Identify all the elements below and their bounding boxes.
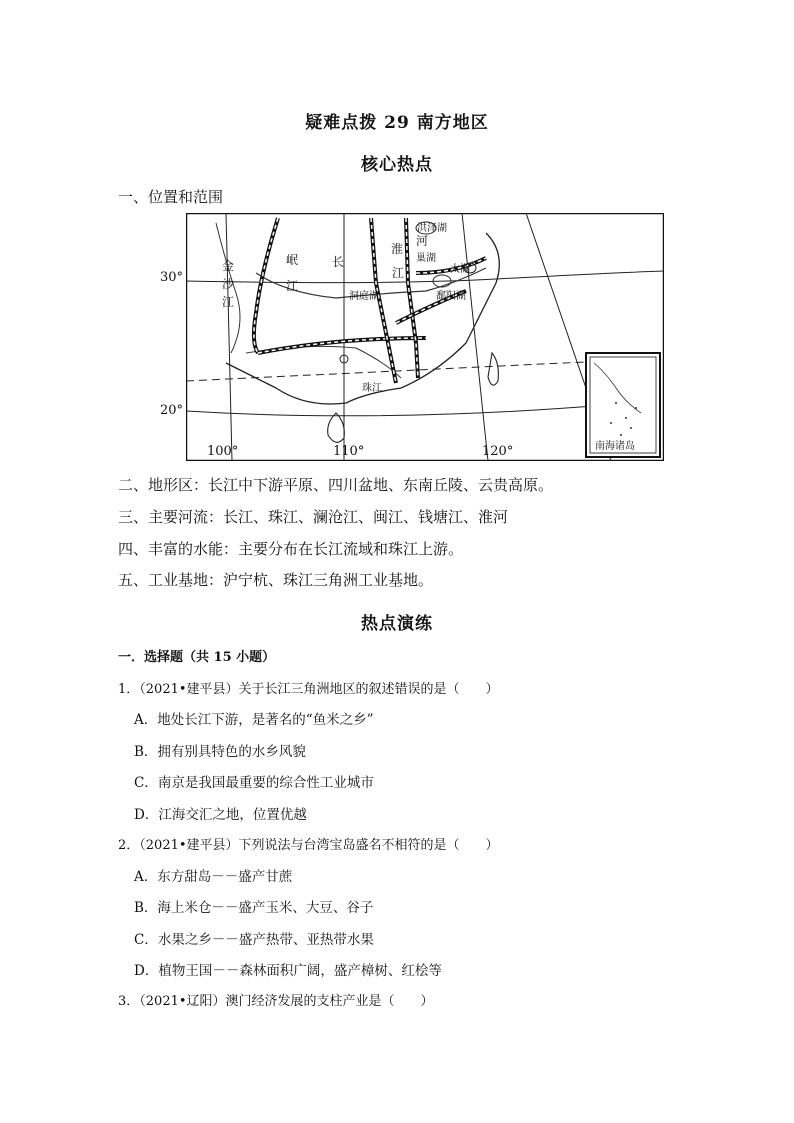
question-3: 3．（2021•辽阳）澳门经济发展的支柱产业是（ ） — [118, 994, 434, 1009]
lon-100-label: 100° — [207, 444, 239, 459]
core-item-hydropower: 四、丰富的水能：主要分布在长江流域和珠江上游。 — [118, 540, 464, 558]
question-1-option-c: C．南京是我国最重要的综合性工业城市 — [134, 775, 374, 791]
question-1-option-b: B．拥有别具特色的水乡风貌 — [134, 744, 306, 760]
question-2-option-b: B．海上米仓－－盛产玉米、大豆、谷子 — [134, 900, 374, 916]
lon-110-label: 110° — [333, 444, 365, 459]
lat-30-label: 30° — [160, 270, 184, 285]
label-taihu: 太湖 — [450, 264, 470, 275]
label-huai: 淮 — [391, 242, 404, 256]
core-item-location: 一、位置和范围 — [118, 188, 224, 206]
question-2-option-c: C．水果之乡－－盛产热带、亚热带水果 — [134, 932, 374, 948]
question-2-option-a: A．东方甜岛－－盛产甘蔗 — [134, 869, 293, 885]
label-he: 河 — [416, 234, 429, 248]
label-poyang: 鄱阳湖 — [436, 291, 466, 302]
question-1-option-d: D．江海交汇之地，位置优越 — [134, 807, 307, 823]
core-heading: 核心热点 — [361, 155, 433, 175]
label-jiang-left: 江 — [222, 295, 235, 309]
drill-heading: 热点演练 — [361, 614, 433, 634]
core-item-landforms: 二、地形区：长江中下游平原、四川盆地、东南丘陵、云贵高原。 — [118, 476, 554, 494]
label-dongting: 洞庭湖 — [349, 291, 379, 302]
question-1-option-a: A．地处长江下游，是著名的“鱼米之乡” — [134, 712, 374, 728]
label-sha: 沙 — [222, 277, 235, 291]
question-2: 2．（2021•建平县）下列说法与台湾宝岛盛名不相符的是（ ） — [118, 838, 499, 853]
question-1: 1．（2021•建平县）关于长江三角洲地区的叙述错误的是（ ） — [118, 682, 499, 697]
label-hongze: 洪泽湖 — [417, 223, 447, 234]
inset-label: 南海诸岛 — [595, 441, 635, 452]
label-min-jiang: 江 — [286, 279, 299, 293]
section-heading: 一．选择题（共 15 小题） — [118, 650, 276, 665]
south-china-map — [186, 213, 664, 461]
label-min: 岷 — [286, 253, 299, 267]
question-2-option-d: D．植物王国－－森林面积广阔，盛产樟树、红桧等 — [134, 963, 442, 979]
label-zhujiang: 珠江 — [362, 383, 382, 394]
lon-120-label: 120° — [482, 444, 514, 459]
label-chang: 长 — [332, 255, 345, 269]
page-title: 疑难点拨 29 南方地区 — [305, 113, 489, 133]
label-chang-jiang: 江 — [392, 266, 405, 280]
core-item-industry: 五、工业基地：沪宁杭、珠江三角洲工业基地。 — [118, 571, 434, 589]
label-jin: 金 — [222, 259, 235, 273]
lat-20-label: 20° — [160, 403, 184, 418]
label-chaohu: 巢湖 — [416, 253, 436, 264]
core-item-rivers: 三、主要河流：长江、珠江、澜沧江、闽江、钱塘江、淮河 — [118, 508, 509, 526]
